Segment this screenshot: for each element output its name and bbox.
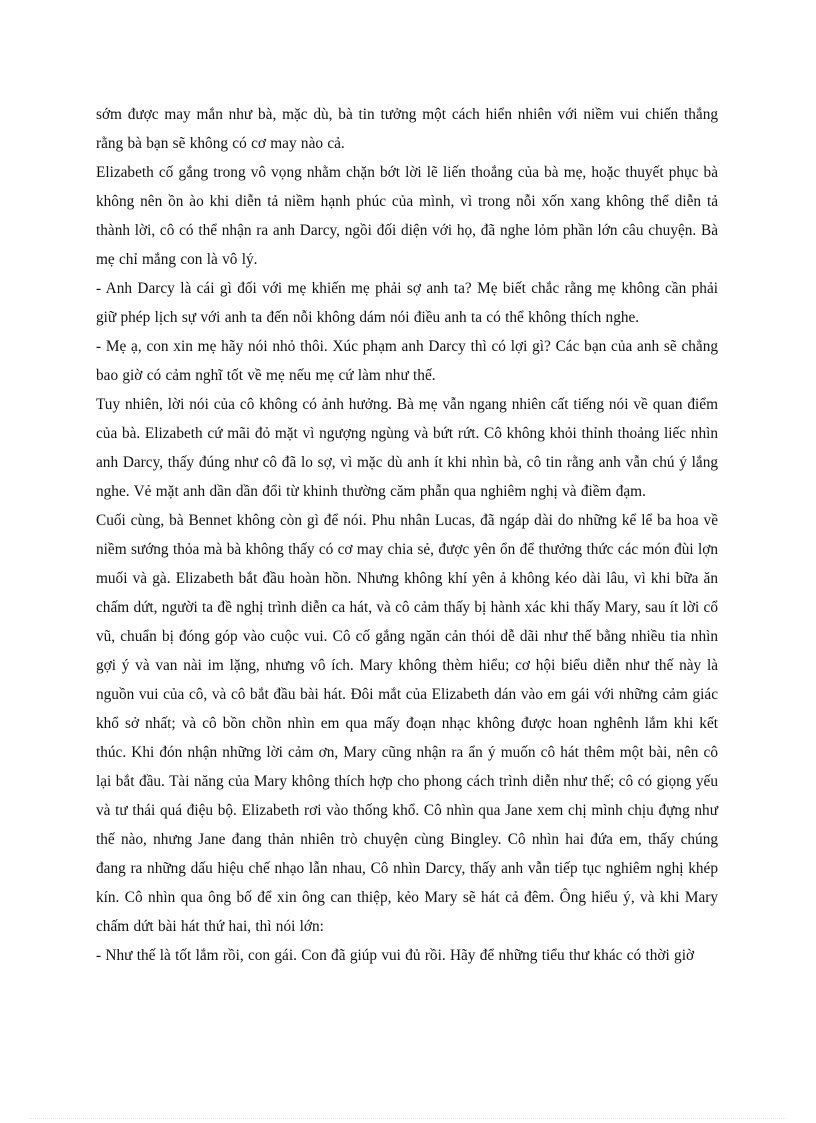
paragraph-no-effect: Tuy nhiên, lời nói của cô không có ảnh hưởng. Bà mẹ vẫn ngang nhiên cất tiếng nói về quan điểm của bà. Elizabeth cứ mãi đỏ mặt vì ngượng ngùng và bứt rứt. Cô không khỏi thỉnh thoảng liếc nhìn anh Darcy, thấy đúng như cô đã lo sợ, vì mặc dù anh ít khi nhìn bà, cô tin rằng anh vẫn chú ý lắng nghe. Vẻ mặt anh dần dần đổi từ khinh thường căm phẫn qua nghiêm nghị và điềm đạm. <box>96 396 718 500</box>
dialogue-father: - Như thế là tốt lắm rồi, con gái. Con đã giúp vui đủ rồi. Hãy để những tiểu thư khác có thời giờ <box>96 947 695 964</box>
paragraph-mary-sings: Cuối cùng, bà Bennet không còn gì để nói. Phu nhân Lucas, đã ngáp dài do những kể lể ba hoa về niềm sướng thỏa mà bà không thấy có cơ may chia sẻ, được yên ổn để thưởng thức các món đùi lợn muối và gà. Elizabeth bắt đầu hoàn hồn. Nhưng không khí yên ả không kéo dài lâu, vì khi bữa ăn chấm dứt, người ta đề nghị trình diễn ca hát, và cô cảm thấy bị hành xác khi thấy Mary, sau ít lời cổ vũ, chuẩn bị đóng góp vào cuộc vui. Cô cố gắng ngăn cản thói dễ dãi như thế bằng nhiều tia nhìn gợi ý và van nài im lặng, nhưng vô ích. Mary không thèm hiểu; cơ hội biểu diễn như thế này là nguồn vui của cô, và cô bắt đầu bài hát. Đôi mắt của Elizabeth dán vào em gái với những cảm giác khổ sở nhất; và cô bồn chồn nhìn em qua mấy đoạn nhạc không được hoan nghênh lắm khi kết thúc. Khi đón nhận những lời cảm ơn, Mary cũng nhận ra ẩn ý muốn cô hát thêm một bài, nên cô lại bắt đầu. Tài năng của Mary không thích hợp cho phong cách trình diễn như thế; cô có giọng yếu và tư thái quá điệu bộ. Elizabeth rơi vào thống khổ. Cô nhìn qua Jane xem chị mình chịu đựng như thế nào, nhưng Jane đang thản nhiên trò chuyện cùng Bingley. Cô nhìn hai đứa em, thấy chúng đang ra những dấu hiệu chế nhạo lẫn nhau, Cô nhìn Darcy, thấy anh vẫn tiếp tục nghiêm nghị khép kín. Cô nhìn qua ông bố để xin ông can thiệp, kẻo Mary sẽ hát cả đêm. Ông hiểu ý, và khi Mary chấm dứt bài hát thứ hai, thì nói lớn: <box>96 512 718 935</box>
body-text <box>96 100 718 970</box>
dialogue-mother: - Anh Darcy là cái gì đối với mẹ khiến mẹ phải sợ anh ta? Mẹ biết chắc rằng mẹ không cần phải giữ phép lịch sự với anh ta đến nỗi không dám nói điều anh ta có thể không thích nghe. <box>96 280 718 326</box>
paragraph-elizabeth-tries: Elizabeth cố gắng trong vô vọng nhằm chặn bớt lời lẽ liến thoắng của bà mẹ, hoặc thuyết phục bà không nên ồn ào khi diễn tả niềm hạnh phúc của mình, vì trong nỗi xốn xang không thể diễn tả thành lời, cô có thể nhận ra anh Darcy, ngồi đối diện với họ, đã nghe lỏm phần lớn câu chuyện. Bà mẹ chỉ mắng con là vô lý. <box>96 164 718 268</box>
paragraph-continuation: sớm được may mắn như bà, mặc dù, bà tin tưởng một cách hiển nhiên với niềm vui chiến thắng rằng bà bạn sẽ không có cơ may nào cả. <box>96 106 718 152</box>
dialogue-elizabeth: - Mẹ ạ, con xin mẹ hãy nói nhỏ thôi. Xúc phạm anh Darcy thì có lợi gì? Các bạn của anh sẽ chẳng bao giờ có cảm nghĩ tốt về mẹ nếu mẹ cứ làm như thế. <box>96 338 718 384</box>
page-bottom-rule <box>30 1118 786 1119</box>
